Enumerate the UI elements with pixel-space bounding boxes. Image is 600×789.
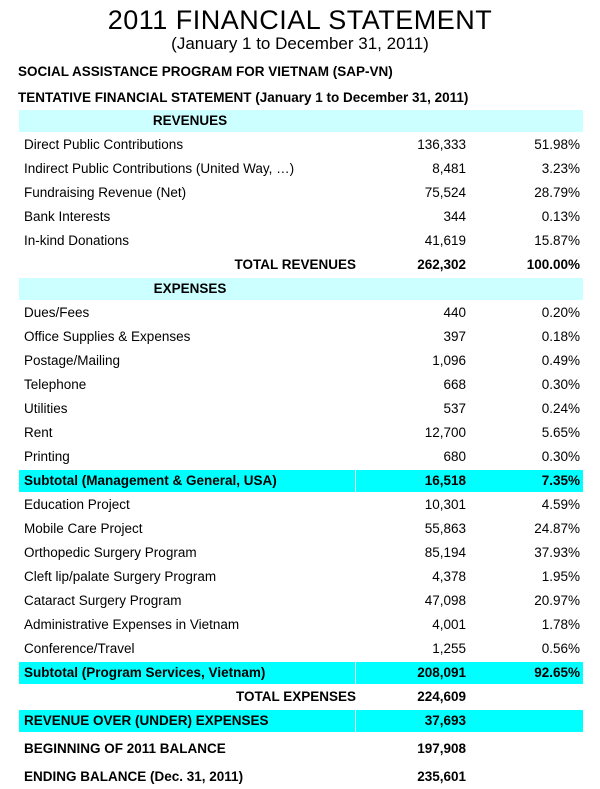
row-printing: [19, 445, 583, 469]
row-fundraising-revenue: [19, 181, 583, 205]
row-percent: 100.00%: [526, 257, 580, 272]
row-education-project: [19, 493, 583, 517]
row-percent: 5.65%: [541, 425, 580, 440]
row-amount: 12,700: [424, 425, 466, 440]
row-label: Rent: [24, 425, 53, 440]
row-percent: 0.56%: [541, 641, 580, 656]
row-beginning-balance: [19, 737, 583, 761]
row-bank-interests: [19, 205, 583, 229]
row-mobile-care-project: [19, 517, 583, 541]
row-amount: 224,609: [417, 689, 466, 704]
row-utilities: [19, 397, 583, 421]
row-percent: 0.18%: [541, 329, 580, 344]
row-percent: 0.20%: [541, 305, 580, 320]
row-amount: 75,524: [424, 185, 466, 200]
row-percent: 0.30%: [541, 377, 580, 392]
row-label: Subtotal (Program Services, Vietnam): [19, 662, 356, 684]
row-percent: 28.79%: [534, 185, 580, 200]
row-amount: 344: [443, 209, 466, 224]
row-amount: 85,194: [424, 545, 466, 560]
row-percent: 20.97%: [534, 593, 580, 608]
row-amount: 1,255: [432, 641, 466, 656]
row-label: Orthopedic Surgery Program: [24, 545, 197, 560]
row-amount: 16,518: [424, 473, 466, 488]
row-administrative-expenses-vietnam: [19, 613, 583, 637]
row-direct-public-contributions: [19, 133, 583, 157]
row-percent: 0.24%: [541, 401, 580, 416]
row-label: Cataract Surgery Program: [24, 593, 182, 608]
row-in-kind-donations: [19, 229, 583, 253]
row-label: Dues/Fees: [24, 305, 90, 320]
row-label: Direct Public Contributions: [24, 137, 184, 152]
row-revenue-over-under-expenses: [19, 709, 583, 733]
row-office-supplies: [19, 325, 583, 349]
row-amount: 4,001: [432, 617, 466, 632]
row-amount: 1,096: [432, 353, 466, 368]
row-amount: 47,098: [424, 593, 466, 608]
row-percent: 15.87%: [534, 233, 580, 248]
row-percent: 0.13%: [541, 209, 580, 224]
row-indirect-public-contributions: [19, 157, 583, 181]
row-subtotal-management-general-usa: [19, 469, 583, 493]
row-total-expenses: [19, 685, 583, 709]
row-amount: 37,693: [424, 713, 466, 728]
row-label: Administrative Expenses in Vietnam: [24, 617, 240, 632]
row-label: Bank Interests: [24, 209, 111, 224]
financial-statement-table: [19, 109, 583, 789]
row-percent: 37.93%: [534, 545, 580, 560]
row-label: Printing: [24, 449, 70, 464]
row-label: Subtotal (Management & General, USA): [19, 470, 356, 492]
row-amount: 4,378: [432, 569, 466, 584]
page-title: 2011 FINANCIAL STATEMENT: [107, 5, 493, 35]
row-label: REVENUE OVER (UNDER) EXPENSES: [19, 710, 356, 732]
row-label: Indirect Public Contributions (United Way, …): [24, 161, 295, 176]
row-total-revenues: [19, 253, 583, 277]
section-label: REVENUES: [152, 113, 228, 128]
organization-name: SOCIAL ASSISTANCE PROGRAM FOR VIETNAM (SAP-VN): [18, 64, 393, 79]
row-amount: 537: [443, 401, 466, 416]
row-label: Utilities: [24, 401, 68, 416]
row-amount: 262,302: [417, 257, 466, 272]
section-label: EXPENSES: [153, 281, 227, 296]
row-percent: 4.59%: [541, 497, 580, 512]
row-percent: 0.49%: [541, 353, 580, 368]
row-percent: 92.65%: [534, 665, 580, 680]
row-subtotal-program-services-vietnam: [19, 661, 583, 685]
row-label: Telephone: [24, 377, 87, 392]
row-rent: [19, 421, 583, 445]
row-label: ENDING BALANCE (Dec. 31, 2011): [24, 769, 244, 784]
row-telephone: [19, 373, 583, 397]
row-label: Conference/Travel: [24, 641, 135, 656]
row-dues-fees: [19, 301, 583, 325]
statement-heading: TENTATIVE FINANCIAL STATEMENT (January 1 to December 31, 2011): [18, 90, 469, 105]
row-amount: 55,863: [424, 521, 466, 536]
row-amount: 235,601: [417, 769, 466, 784]
row-percent: 0.30%: [541, 449, 580, 464]
row-label: BEGINNING OF 2011 BALANCE: [24, 741, 226, 756]
row-amount: 440: [443, 305, 466, 320]
row-percent: 7.35%: [541, 473, 580, 488]
row-label: Education Project: [24, 497, 130, 512]
row-expenses-header: [19, 277, 583, 301]
row-amount: 41,619: [424, 233, 466, 248]
row-amount: 10,301: [424, 497, 466, 512]
row-amount: 197,908: [417, 741, 466, 756]
row-cleft-lip-palate-surgery-program: [19, 565, 583, 589]
row-amount: 397: [443, 329, 466, 344]
row-label: Cleft lip/palate Surgery Program: [24, 569, 217, 584]
row-amount: 136,333: [417, 137, 466, 152]
row-amount: 668: [443, 377, 466, 392]
row-amount: 208,091: [417, 665, 466, 680]
row-percent: 51.98%: [534, 137, 580, 152]
row-cataract-surgery-program: [19, 589, 583, 613]
row-percent: 1.78%: [541, 617, 580, 632]
row-label: Postage/Mailing: [24, 353, 121, 368]
row-percent: 3.23%: [541, 161, 580, 176]
row-label: Fundraising Revenue (Net): [24, 185, 187, 200]
row-label: TOTAL EXPENSES: [235, 689, 356, 704]
row-conference-travel: [19, 637, 583, 661]
row-label: Mobile Care Project: [24, 521, 143, 536]
page-subtitle: (January 1 to December 31, 2011): [171, 34, 429, 53]
row-orthopedic-surgery-program: [19, 541, 583, 565]
row-revenues-header: [19, 109, 583, 133]
row-ending-balance: [19, 765, 583, 789]
row-percent: 24.87%: [534, 521, 580, 536]
row-label: Office Supplies & Expenses: [24, 329, 191, 344]
row-postage-mailing: [19, 349, 583, 373]
row-label: In-kind Donations: [24, 233, 130, 248]
row-amount: 8,481: [432, 161, 466, 176]
row-percent: 1.95%: [541, 569, 580, 584]
row-label: TOTAL REVENUES: [234, 257, 356, 272]
row-amount: 680: [443, 449, 466, 464]
